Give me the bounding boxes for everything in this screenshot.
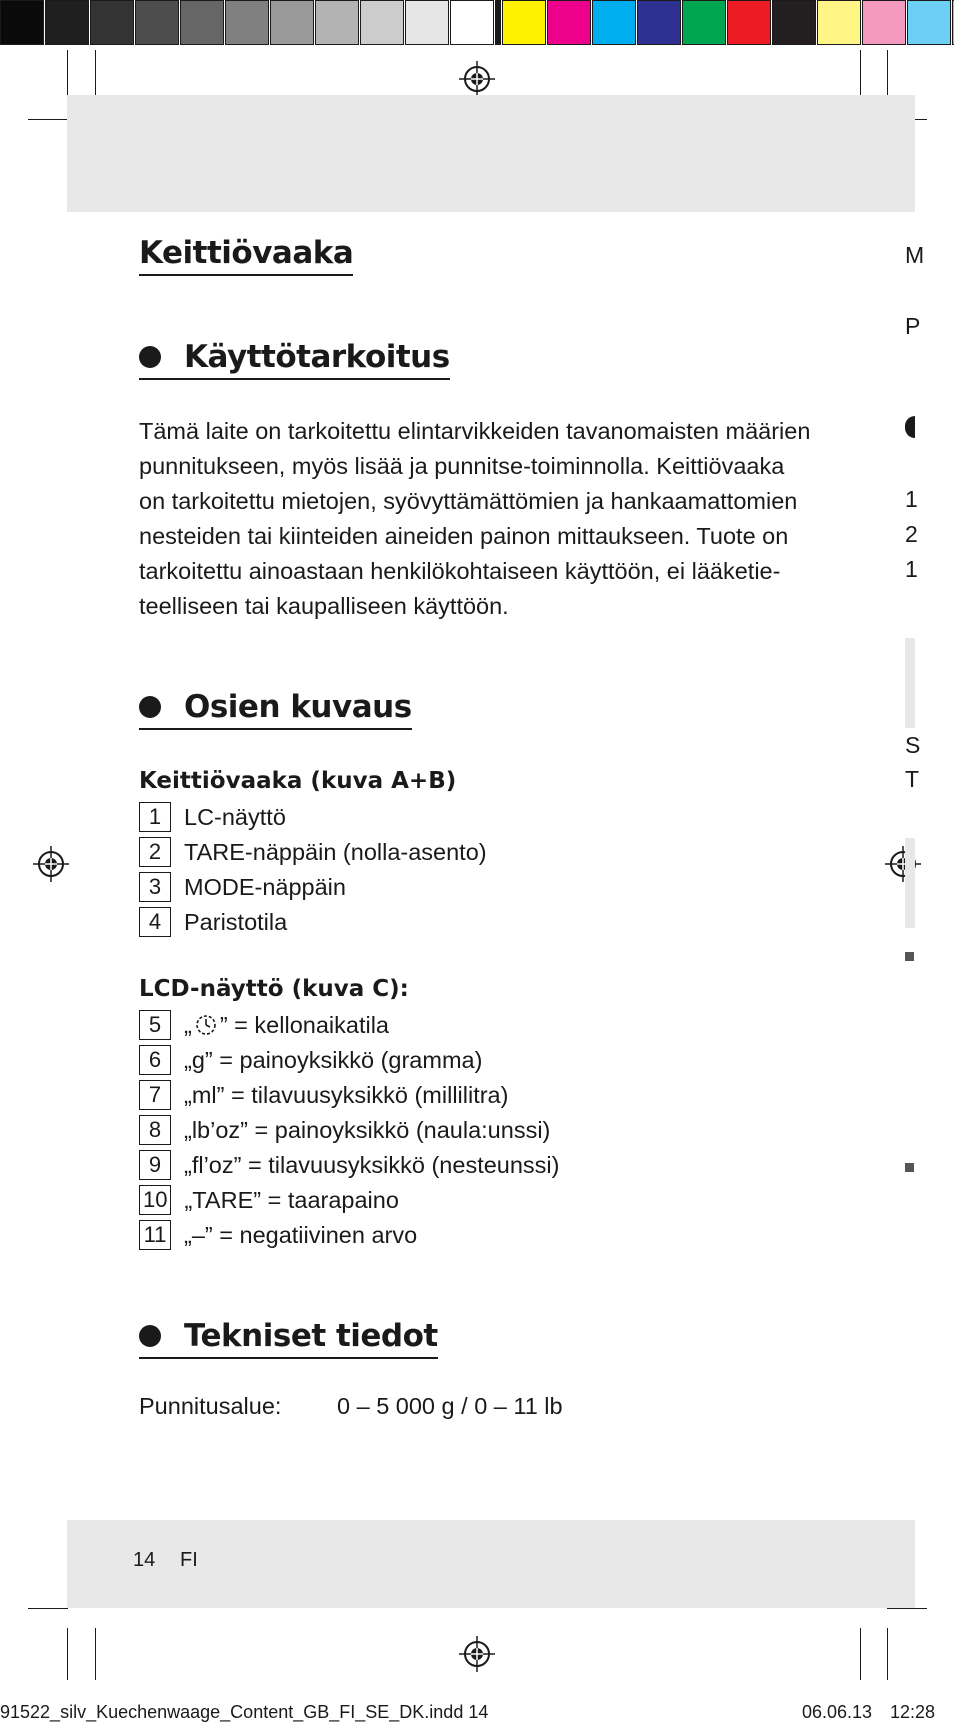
color-swatch: [0, 0, 44, 45]
registration-mark-icon: [459, 1636, 495, 1672]
color-swatch: [682, 0, 726, 45]
part-number-box: 10: [139, 1185, 171, 1215]
crop-mark: [860, 1628, 861, 1680]
section-heading-text: Tekniset tiedot: [184, 1318, 438, 1354]
part-label: „fl’oz” = tilavuusyksikkö (nesteunssi): [184, 1151, 560, 1178]
crop-mark: [28, 1608, 68, 1609]
list-item: [139, 1045, 482, 1075]
crop-mark: [887, 1628, 888, 1680]
color-swatch: [270, 0, 314, 45]
color-swatch: [135, 0, 179, 45]
list-item: [139, 802, 286, 832]
list-item: [139, 1080, 508, 1110]
crop-mark: [28, 119, 68, 120]
color-swatch: [315, 0, 359, 45]
part-label: Paristotila: [184, 908, 288, 935]
color-calibration-strip: [0, 0, 954, 47]
section-heading-intended-use: [139, 338, 450, 380]
section-heading-parts: [139, 688, 412, 730]
registration-mark-icon: [459, 61, 495, 97]
edge-fragment: T: [905, 766, 920, 792]
part-number-box: 7: [139, 1080, 171, 1110]
registration-mark-icon: [885, 846, 921, 882]
list-item: [139, 837, 487, 867]
part-number-box: 9: [139, 1150, 171, 1180]
edge-gray-box: [905, 838, 915, 928]
color-swatch: [727, 0, 771, 45]
page-header-bar: [67, 95, 915, 212]
paragraph-line: Tämä laite on tarkoitettu elintarvikkeiden tavanomaisten määrien: [139, 418, 811, 444]
part-number-box: 2: [139, 837, 171, 867]
paragraph-line: teelliseen tai kaupalliseen käyttöön.: [139, 593, 509, 619]
spec-value: 0 – 5 000 g / 0 – 11 lb: [337, 1393, 563, 1419]
color-swatch: [45, 0, 89, 45]
section-heading-text: Käyttötarkoitus: [184, 339, 450, 375]
edge-square-bullet: [905, 952, 914, 961]
paragraph-line: nesteiden tai kiinteiden aineiden painon mittaukseen. Tuote on: [139, 523, 789, 549]
list-item: [139, 1010, 389, 1040]
list-item: [139, 1220, 417, 1250]
color-swatch: [90, 0, 134, 45]
part-label: „–” = negatiivinen arvo: [184, 1221, 418, 1248]
color-swatch: [450, 0, 494, 45]
edge-fragment: 2: [905, 521, 918, 547]
spec-label: Punnitusalue:: [139, 1393, 282, 1419]
paragraph-line: tarkoitettu ainoastaan henkilökohtaiseen käyttöön, ei lääketie-: [139, 558, 781, 584]
bullet-icon: [139, 696, 161, 718]
subheading-lcd-display: LCD-näyttö (kuva C):: [139, 976, 409, 1002]
part-label: „lb’oz” = painoyksikkö (naula:unssi): [184, 1116, 551, 1143]
crop-mark: [887, 1608, 927, 1609]
edge-square-bullet: [905, 1163, 914, 1172]
part-label: TARE-näppäin (nolla-asento): [184, 838, 487, 865]
part-label: „ml” = tilavuusyksikkö (millilitra): [184, 1081, 509, 1108]
part-label: „: [184, 1011, 192, 1038]
color-swatch: [547, 0, 591, 45]
color-swatch: [405, 0, 449, 45]
section-heading-text: Osien kuvaus: [184, 689, 412, 725]
crop-mark: [95, 1628, 96, 1680]
bullet-icon: [139, 346, 161, 368]
part-number-box: 5: [139, 1010, 171, 1040]
part-label: ” = kellonaikatila: [219, 1011, 389, 1038]
list-item: [139, 907, 287, 937]
list-item: [139, 872, 346, 902]
subheading-scale-parts: Keittiövaaka (kuva A+B): [139, 768, 457, 794]
color-swatch: [225, 0, 269, 45]
section-heading-technical-data: [139, 1317, 438, 1359]
edge-gray-box: [905, 638, 915, 728]
list-item: [139, 1115, 550, 1145]
part-number-box: 1: [139, 802, 171, 832]
color-swatch: [180, 0, 224, 45]
edge-fragment: P: [905, 313, 921, 339]
color-swatch: [817, 0, 861, 45]
intended-use-paragraph: [139, 414, 829, 624]
print-date: 06.06.13: [802, 1702, 873, 1722]
color-swatch: [360, 0, 404, 45]
edge-fragment: M: [905, 242, 925, 268]
part-number-box: 11: [139, 1220, 171, 1250]
edge-fragment: 1: [905, 556, 918, 582]
paragraph-line: punnitukseen, myös lisää ja punnitse-toiminnolla. Keittiövaaka: [139, 453, 785, 479]
part-number-box: 6: [139, 1045, 171, 1075]
part-label: LC-näyttö: [184, 803, 286, 830]
language-code: FI: [180, 1549, 198, 1571]
registration-mark-icon: [33, 846, 69, 882]
page-number: 14: [133, 1549, 156, 1571]
crop-mark: [67, 1628, 68, 1680]
color-swatch: [637, 0, 681, 45]
paragraph-line: on tarkoitettu mietojen, syövyttämättömien ja hankaamattomien: [139, 488, 798, 514]
edge-fragment: S: [905, 732, 921, 758]
edge-fragment: 1: [905, 486, 918, 512]
part-label: MODE-näppäin: [184, 873, 346, 900]
color-swatch: [502, 0, 546, 45]
part-label: „g” = painoyksikkö (gramma): [184, 1046, 483, 1073]
part-label: „TARE” = taarapaino: [184, 1186, 399, 1213]
part-number-box: 3: [139, 872, 171, 902]
color-swatch: [907, 0, 951, 45]
part-number-box: 4: [139, 907, 171, 937]
color-swatch: [772, 0, 816, 45]
color-swatch: [495, 0, 501, 45]
color-swatch: [862, 0, 906, 45]
part-number-box: 8: [139, 1115, 171, 1145]
clock-icon: [193, 1013, 219, 1037]
bullet-icon: [139, 1325, 161, 1347]
print-filename: 91522_silv_Kuechenwaage_Content_GB_FI_SE_DK.indd 14: [0, 1702, 489, 1722]
edge-bullet: [905, 416, 915, 438]
list-item: [139, 1150, 559, 1180]
color-swatch: [592, 0, 636, 45]
print-time: 12:28: [890, 1702, 936, 1722]
page-title: Keittiövaaka: [139, 234, 353, 276]
list-item: [139, 1185, 399, 1215]
